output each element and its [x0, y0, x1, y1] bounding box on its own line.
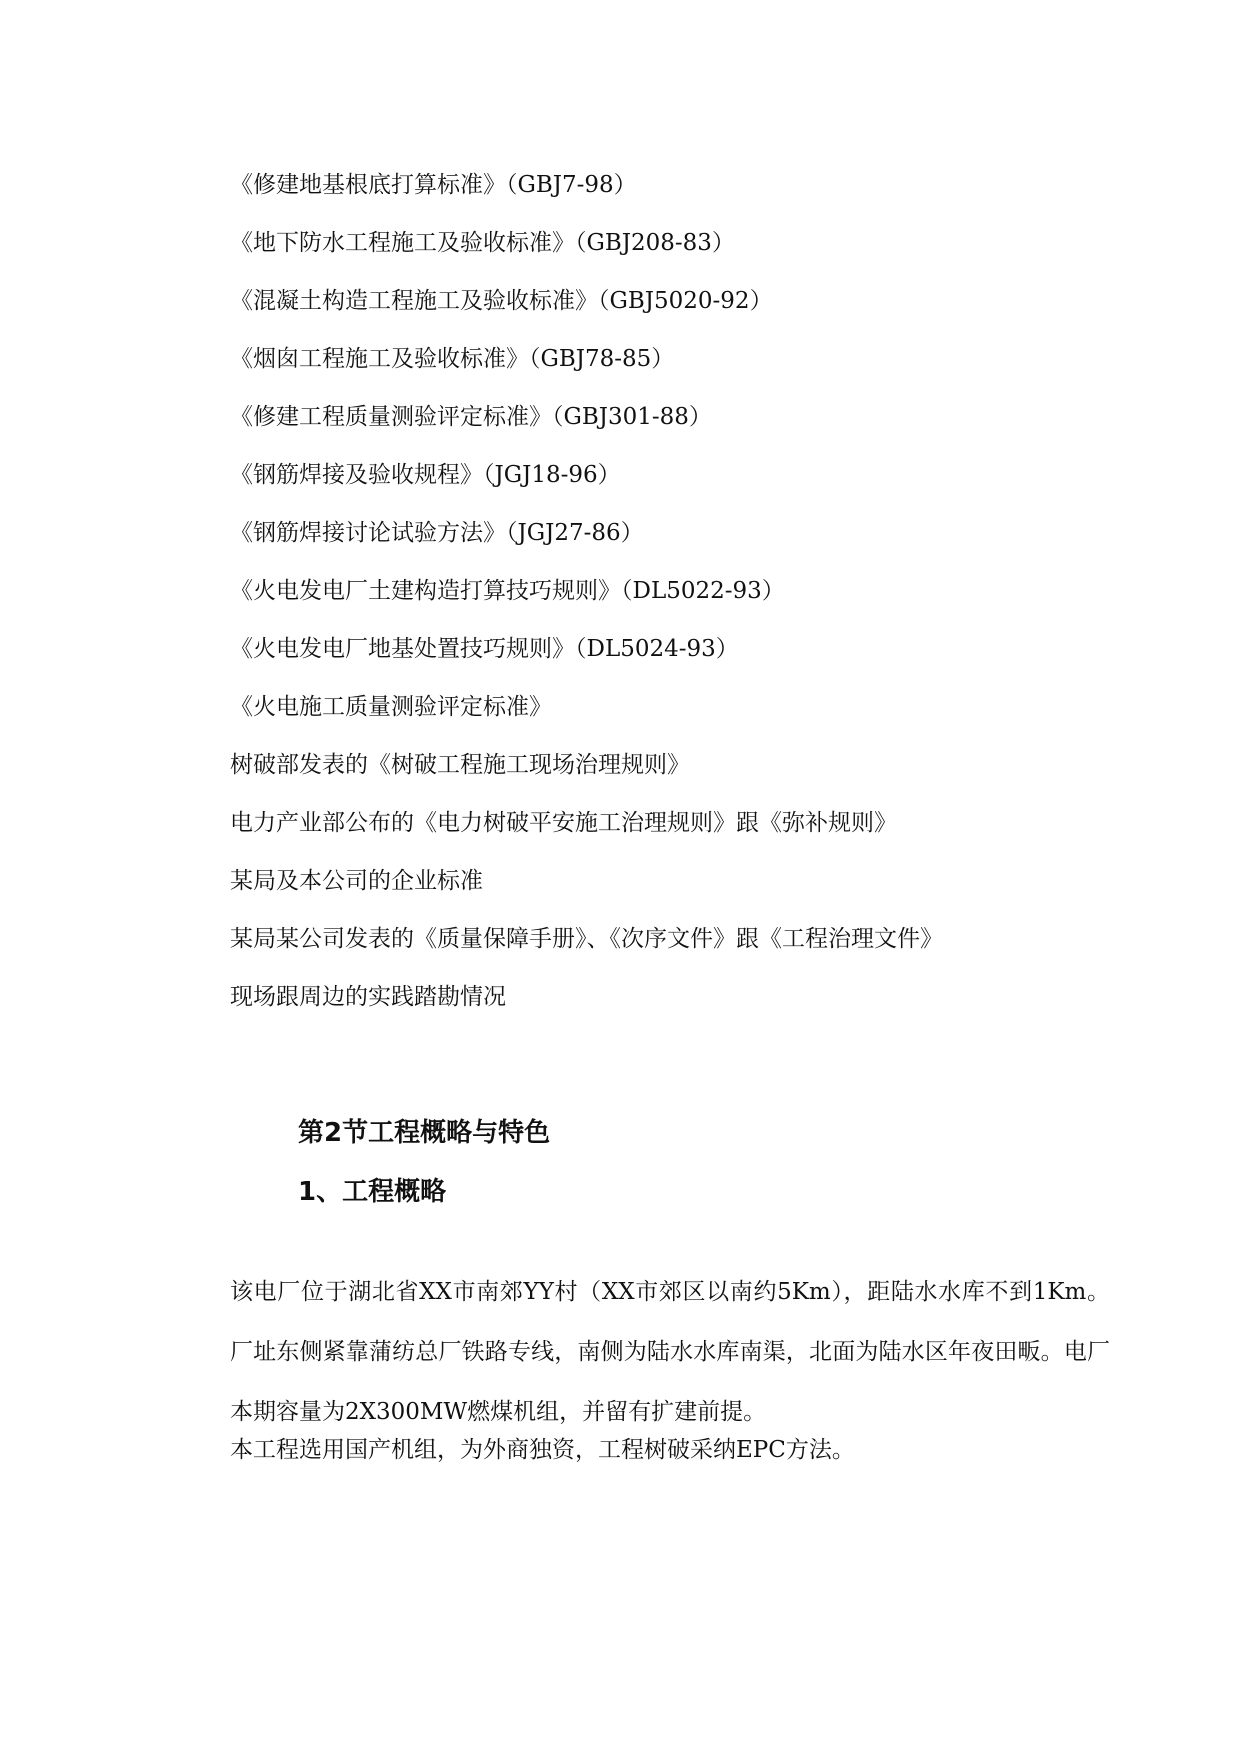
reference-item: 《混凝土构造工程施工及验收标准》（GBJ5020-92） — [230, 288, 773, 314]
reference-item: 树破部发表的《树破工程施工现场治理规则》 — [230, 752, 690, 778]
reference-item: 《钢筋焊接讨论试验方法》（JGJ27-86） — [230, 520, 644, 546]
epc-paragraph: 本工程选用国产机组，为外商独资，工程树破采纳EPC方法。 — [230, 1437, 855, 1463]
reference-item: 《火电施工质量测验评定标准》 — [230, 694, 552, 720]
reference-item: 《钢筋焊接及验收规程》（JGJ18-96） — [230, 462, 621, 488]
reference-item: 某局某公司发表的《质量保障手册》、《次序文件》跟《工程治理文件》 — [230, 926, 943, 952]
reference-item: 《烟囱工程施工及验收标准》（GBJ78-85） — [230, 346, 675, 372]
reference-item: 现场跟周边的实践踏勘情况 — [230, 984, 506, 1010]
reference-item: 《火电发电厂地基处置技巧规则》（DL5024-93） — [230, 636, 739, 662]
reference-list — [230, 165, 1130, 1035]
reference-item: 《地下防水工程施工及验收标准》（GBJ208-83） — [230, 230, 735, 256]
reference-item: 《修建工程质量测验评定标准》（GBJ301-88） — [230, 404, 712, 430]
reference-item: 电力产业部公布的《电力树破平安施工治理规则》跟《弥补规则》 — [230, 810, 897, 836]
reference-item: 某局及本公司的企业标准 — [230, 868, 483, 894]
reference-item: 《修建地基根底打算标准》（GBJ7-98） — [230, 172, 637, 198]
overview-paragraph: 该电厂位于湖北省XX市南郊YY村（XX市郊区以南约5Km），距陆水水库不到1Km。厂址东侧紧靠蒲纺总厂铁路专线，南侧为陆水水库南渠，北面为陆水区年夜田畈。电厂本期容量为2X300MW燃煤机组，并留有扩建前提。 — [230, 1279, 1110, 1425]
section-heading: 第2节工程概略与特色 — [298, 1118, 551, 1148]
sub-heading: 1、工程概略 — [298, 1177, 447, 1207]
reference-item: 《火电发电厂土建构造打算技巧规则》（DL5022-93） — [230, 578, 785, 604]
